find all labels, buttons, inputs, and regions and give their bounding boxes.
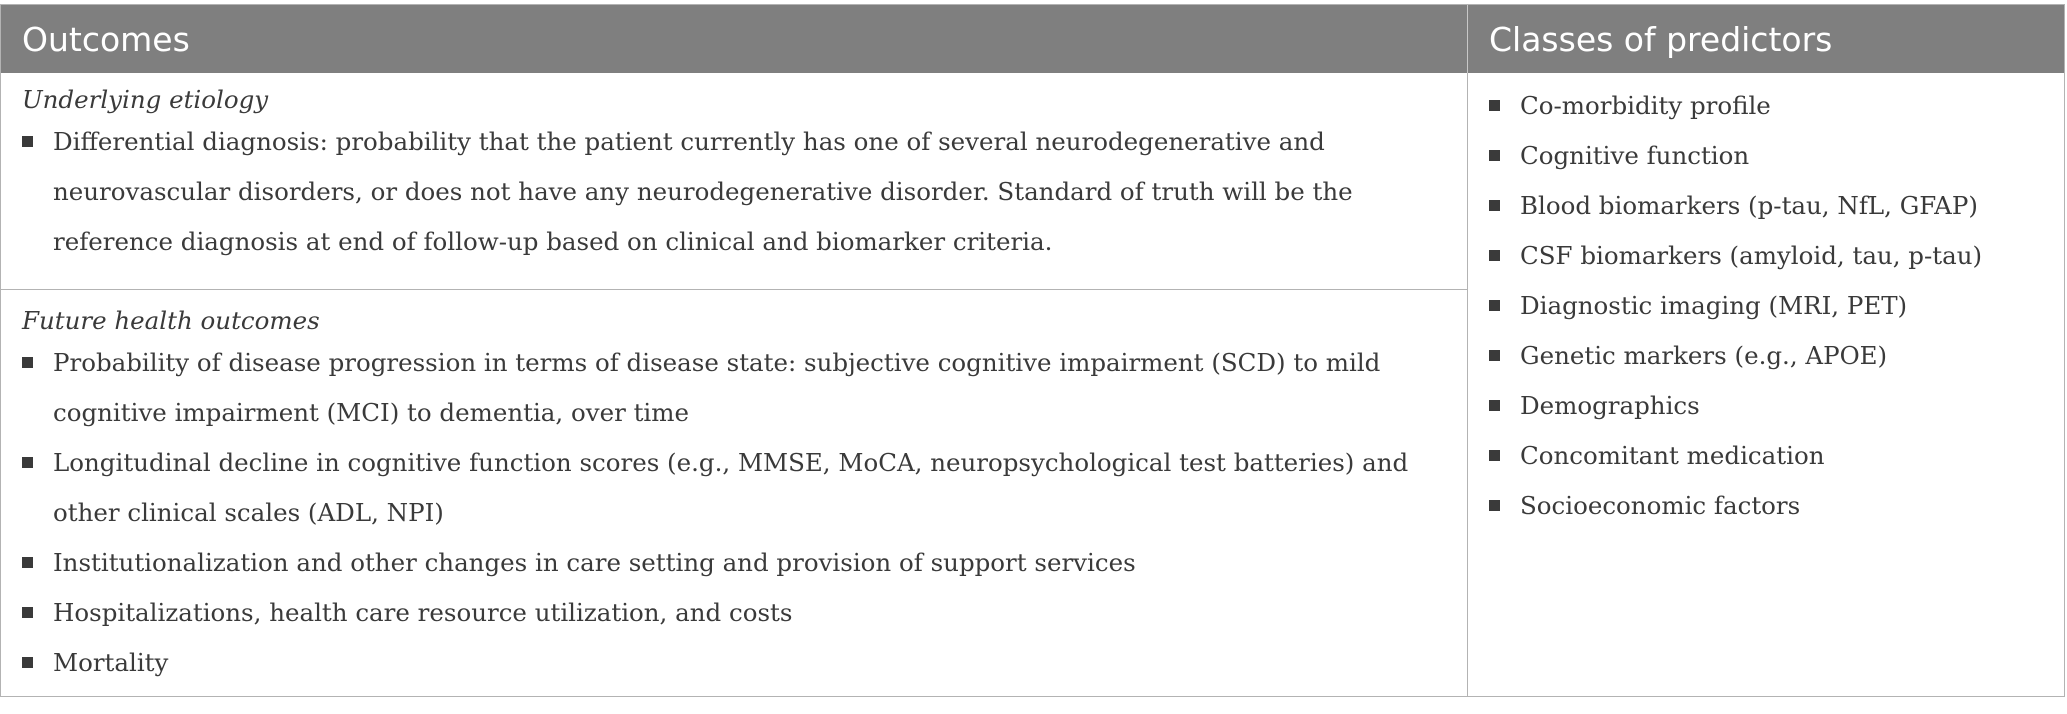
outcomes-predictors-table — [0, 4, 2065, 697]
list-item — [1489, 231, 2044, 281]
list-item — [1489, 331, 2044, 381]
square-bullet-icon — [1489, 150, 1500, 161]
square-bullet-icon — [22, 136, 33, 147]
square-bullet-icon — [22, 657, 33, 668]
list-item-text: Hospitalizations, health care resource utilization, and costs — [53, 598, 793, 627]
list-item — [1489, 381, 2044, 431]
list-item — [1489, 481, 2044, 531]
section-title: Underlying etiology — [22, 85, 269, 114]
list-item-text: Blood biomarkers (p-tau, NfL, GFAP) — [1520, 191, 1978, 220]
list-item — [22, 438, 1445, 538]
list-item-text: Longitudinal decline in cognitive function scores (e.g., MMSE, MoCA, neuropsychological test batteries) and other clinical scales (ADL, NPI) — [53, 448, 1409, 527]
list-item — [22, 117, 1445, 267]
list-item-text: Socioeconomic factors — [1520, 491, 1801, 520]
section-title: Future health outcomes — [22, 306, 320, 335]
list-item — [22, 638, 1445, 688]
square-bullet-icon — [1489, 100, 1500, 111]
list-item — [1489, 131, 2044, 181]
outcomes-header: Outcomes — [1, 5, 1468, 73]
list-item-text: Co-morbidity profile — [1520, 91, 1771, 120]
future-health-outcomes-section — [1, 290, 1467, 688]
square-bullet-icon — [22, 557, 33, 568]
list-item-text: Differential diagnosis: probability that the patient currently has one of several neurodegenerative and neurovascular disorders, or does not have any neurodegenerative disorder. Standard of truth will be the reference diagnosis at end of follow-up based on clinical and biomarker criteria. — [53, 127, 1353, 256]
square-bullet-icon — [1489, 450, 1500, 461]
list-item — [22, 338, 1445, 438]
list-item-text: Institutionalization and other changes in care setting and provision of support services — [53, 548, 1136, 577]
square-bullet-icon — [22, 607, 33, 618]
list-item — [22, 538, 1445, 588]
list-item-text: Mortality — [53, 648, 169, 677]
square-bullet-icon — [1489, 500, 1500, 511]
list-item — [22, 588, 1445, 638]
square-bullet-icon — [22, 457, 33, 468]
list-item-text: Concomitant medication — [1520, 441, 1825, 470]
list-item-text: Probability of disease progression in terms of disease state: subjective cognitive impairment (SCD) to mild cognitive impairment (MCI) to dementia, over time — [53, 348, 1381, 427]
predictors-header: Classes of predictors — [1468, 5, 2064, 73]
square-bullet-icon — [1489, 300, 1500, 311]
square-bullet-icon — [1489, 350, 1500, 361]
square-bullet-icon — [1489, 250, 1500, 261]
list-item-text: Genetic markers (e.g., APOE) — [1520, 341, 1888, 370]
list-item — [1489, 281, 2044, 331]
predictors-column — [1468, 73, 2064, 696]
list-item-text: Diagnostic imaging (MRI, PET) — [1520, 291, 1908, 320]
square-bullet-icon — [22, 357, 33, 368]
list-item — [1489, 181, 2044, 231]
list-item-text: CSF biomarkers (amyloid, tau, p-tau) — [1520, 241, 1983, 270]
list-item — [1489, 81, 2044, 131]
list-item-text: Cognitive function — [1520, 141, 1750, 170]
list-item-text: Demographics — [1520, 391, 1700, 420]
underlying-etiology-section — [1, 73, 1467, 290]
outcomes-column — [1, 73, 1468, 696]
square-bullet-icon — [1489, 200, 1500, 211]
list-item — [1489, 431, 2044, 481]
square-bullet-icon — [1489, 400, 1500, 411]
